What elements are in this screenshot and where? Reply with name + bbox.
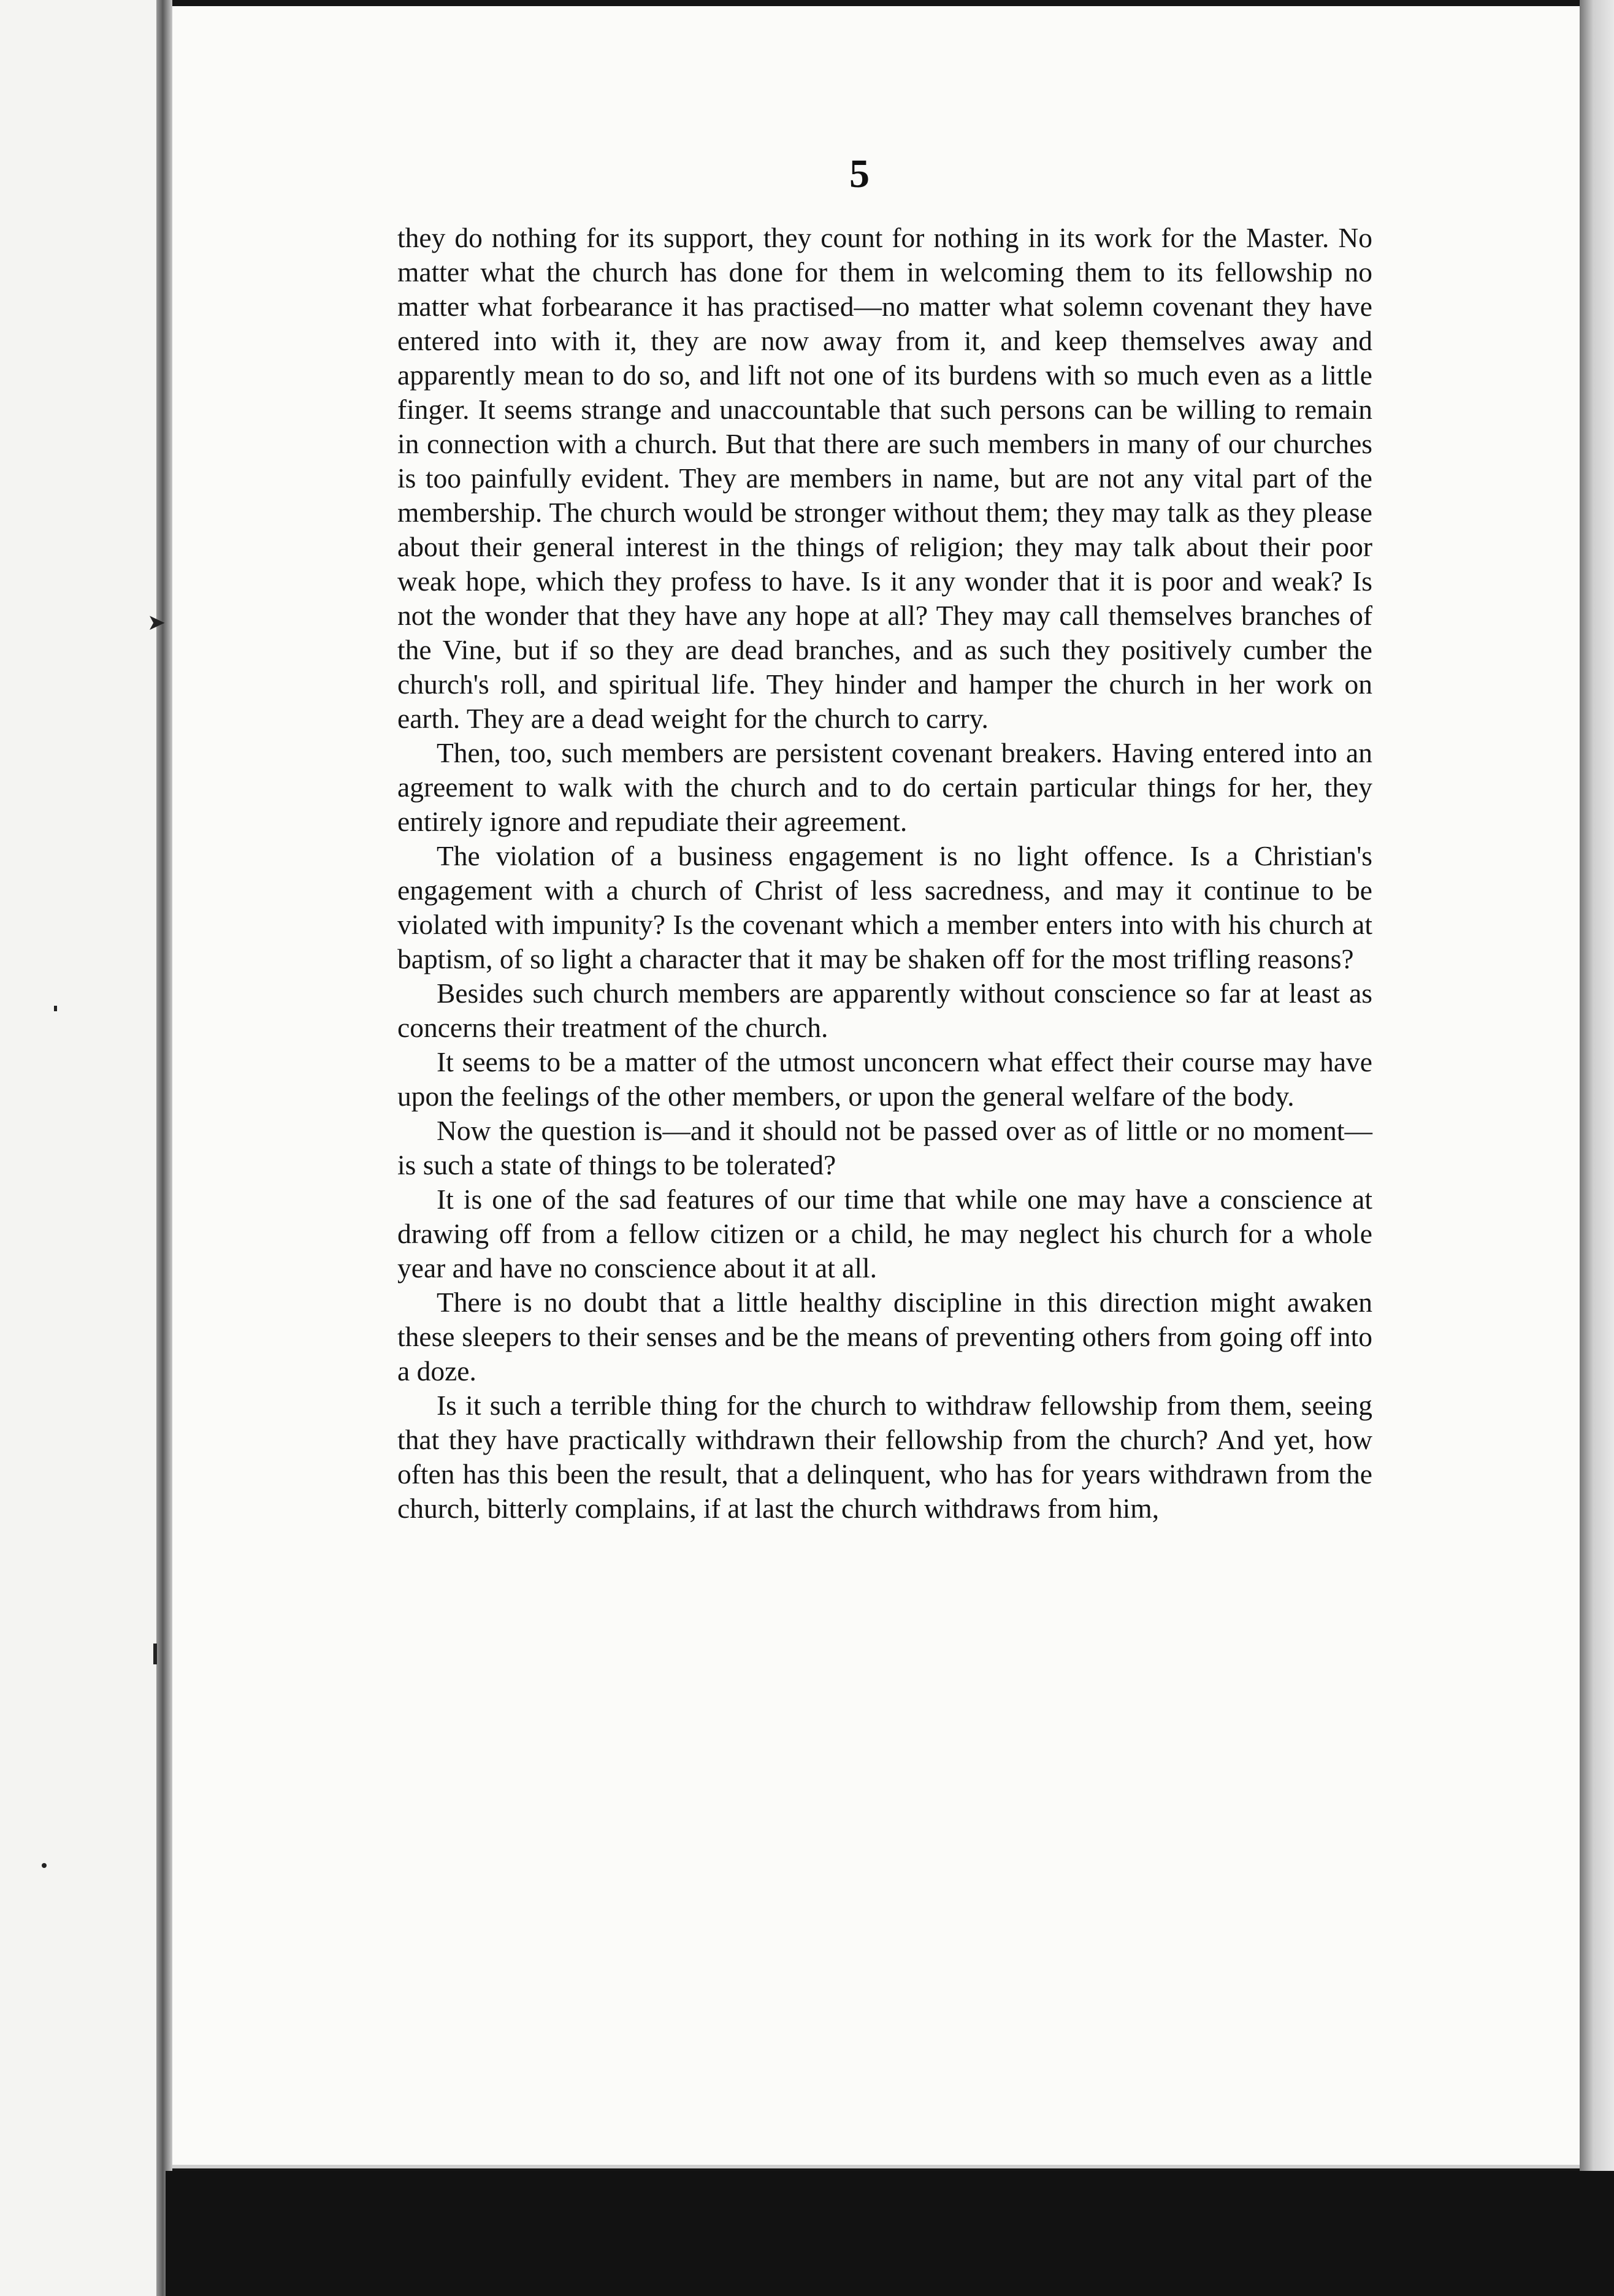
page-number: 5	[849, 151, 870, 196]
margin-mark-arrow: ➤	[147, 610, 166, 635]
paragraph-6: Now the question is—and it should not be passed over as of little or no moment—is such a state of things to be tolerated?	[397, 1115, 1372, 1181]
paragraph-9: Is it such a terrible thing for the church to withdraw fellowship from them, seeing that they have practically withdrawn their fellowship from the church? And yet, how often has this been the result, that a delinquent, who has for years withdrawn from the church, bitterly complains, if at last the church withdraws from him,	[397, 1390, 1372, 1524]
margin-dot	[42, 1863, 47, 1868]
paragraph-5: It seems to be a matter of the utmost unconcern what effect their course may have upon the feelings of the other members, or upon the general welfare of the body.	[397, 1046, 1372, 1112]
paragraph-4: Besides such church members are apparently without conscience so far at least as concerns their treatment of the church.	[397, 978, 1372, 1043]
paragraph-2: Then, too, such members are persistent covenant breakers. Having entered into an agreement to walk with the church and to do certain particular things for her, they entirely ignore and repudiate their agreement.	[397, 737, 1372, 837]
margin-tick	[153, 1644, 157, 1664]
paragraph-3: The violation of a business engagement is no light offence. Is a Christian's engagement with a church of Christ of less sacredness, and may it continue to be violated with impunity? Is the covenant which a member enters into with his church at baptism, of so light a character that it may be shaken off for the most trifling reasons?	[397, 840, 1372, 974]
right-page-edge	[1580, 0, 1614, 2296]
paragraph-7: It is one of the sad features of our time that while one may have a conscience at drawing off from a fellow citizen or a child, he may neglect his church for a whole year and have no conscience about it at all.	[397, 1184, 1372, 1284]
bottom-scan-band	[166, 2171, 1614, 2296]
body-text	[397, 221, 1372, 1526]
margin-speck	[54, 1006, 57, 1011]
left-margin-strip	[0, 0, 166, 2296]
paragraph-8: There is no doubt that a little healthy discipline in this direction might awaken these sleepers to their senses and be the means of preventing others from going off into a doze.	[397, 1287, 1372, 1387]
page-fold-shadow	[156, 0, 172, 2296]
paragraph-1: they do nothing for its support, they count for nothing in its work for the Master. No matter what the church has done for them in welcoming them to its fellowship no matter what forbearance it has practised—no matter what solemn covenant they have entered into with it, they are now away from it, and keep themselves away and apparently mean to do so, and lift not one of its burdens with so much even as a little finger. It seems strange and unaccountable that such persons can be willing to remain in connection with a church. But that there are such members in many of our churches is too painfully evident. They are members in name, but are not any vital part of the membership. The church would be stronger without them; they may talk as they please about their general interest in the things of religion; they may talk about their poor weak hope, which they profess to have. Is it any wonder that it is poor and weak? Is not the wonder that they have any hope at all? They may call themselves branches of the Vine, but if so they are dead branches, and as such they positively cumber the church's roll, and spiritual life. They hinder and hamper the church in her work on earth. They are a dead weight for the church to carry.	[397, 222, 1372, 734]
